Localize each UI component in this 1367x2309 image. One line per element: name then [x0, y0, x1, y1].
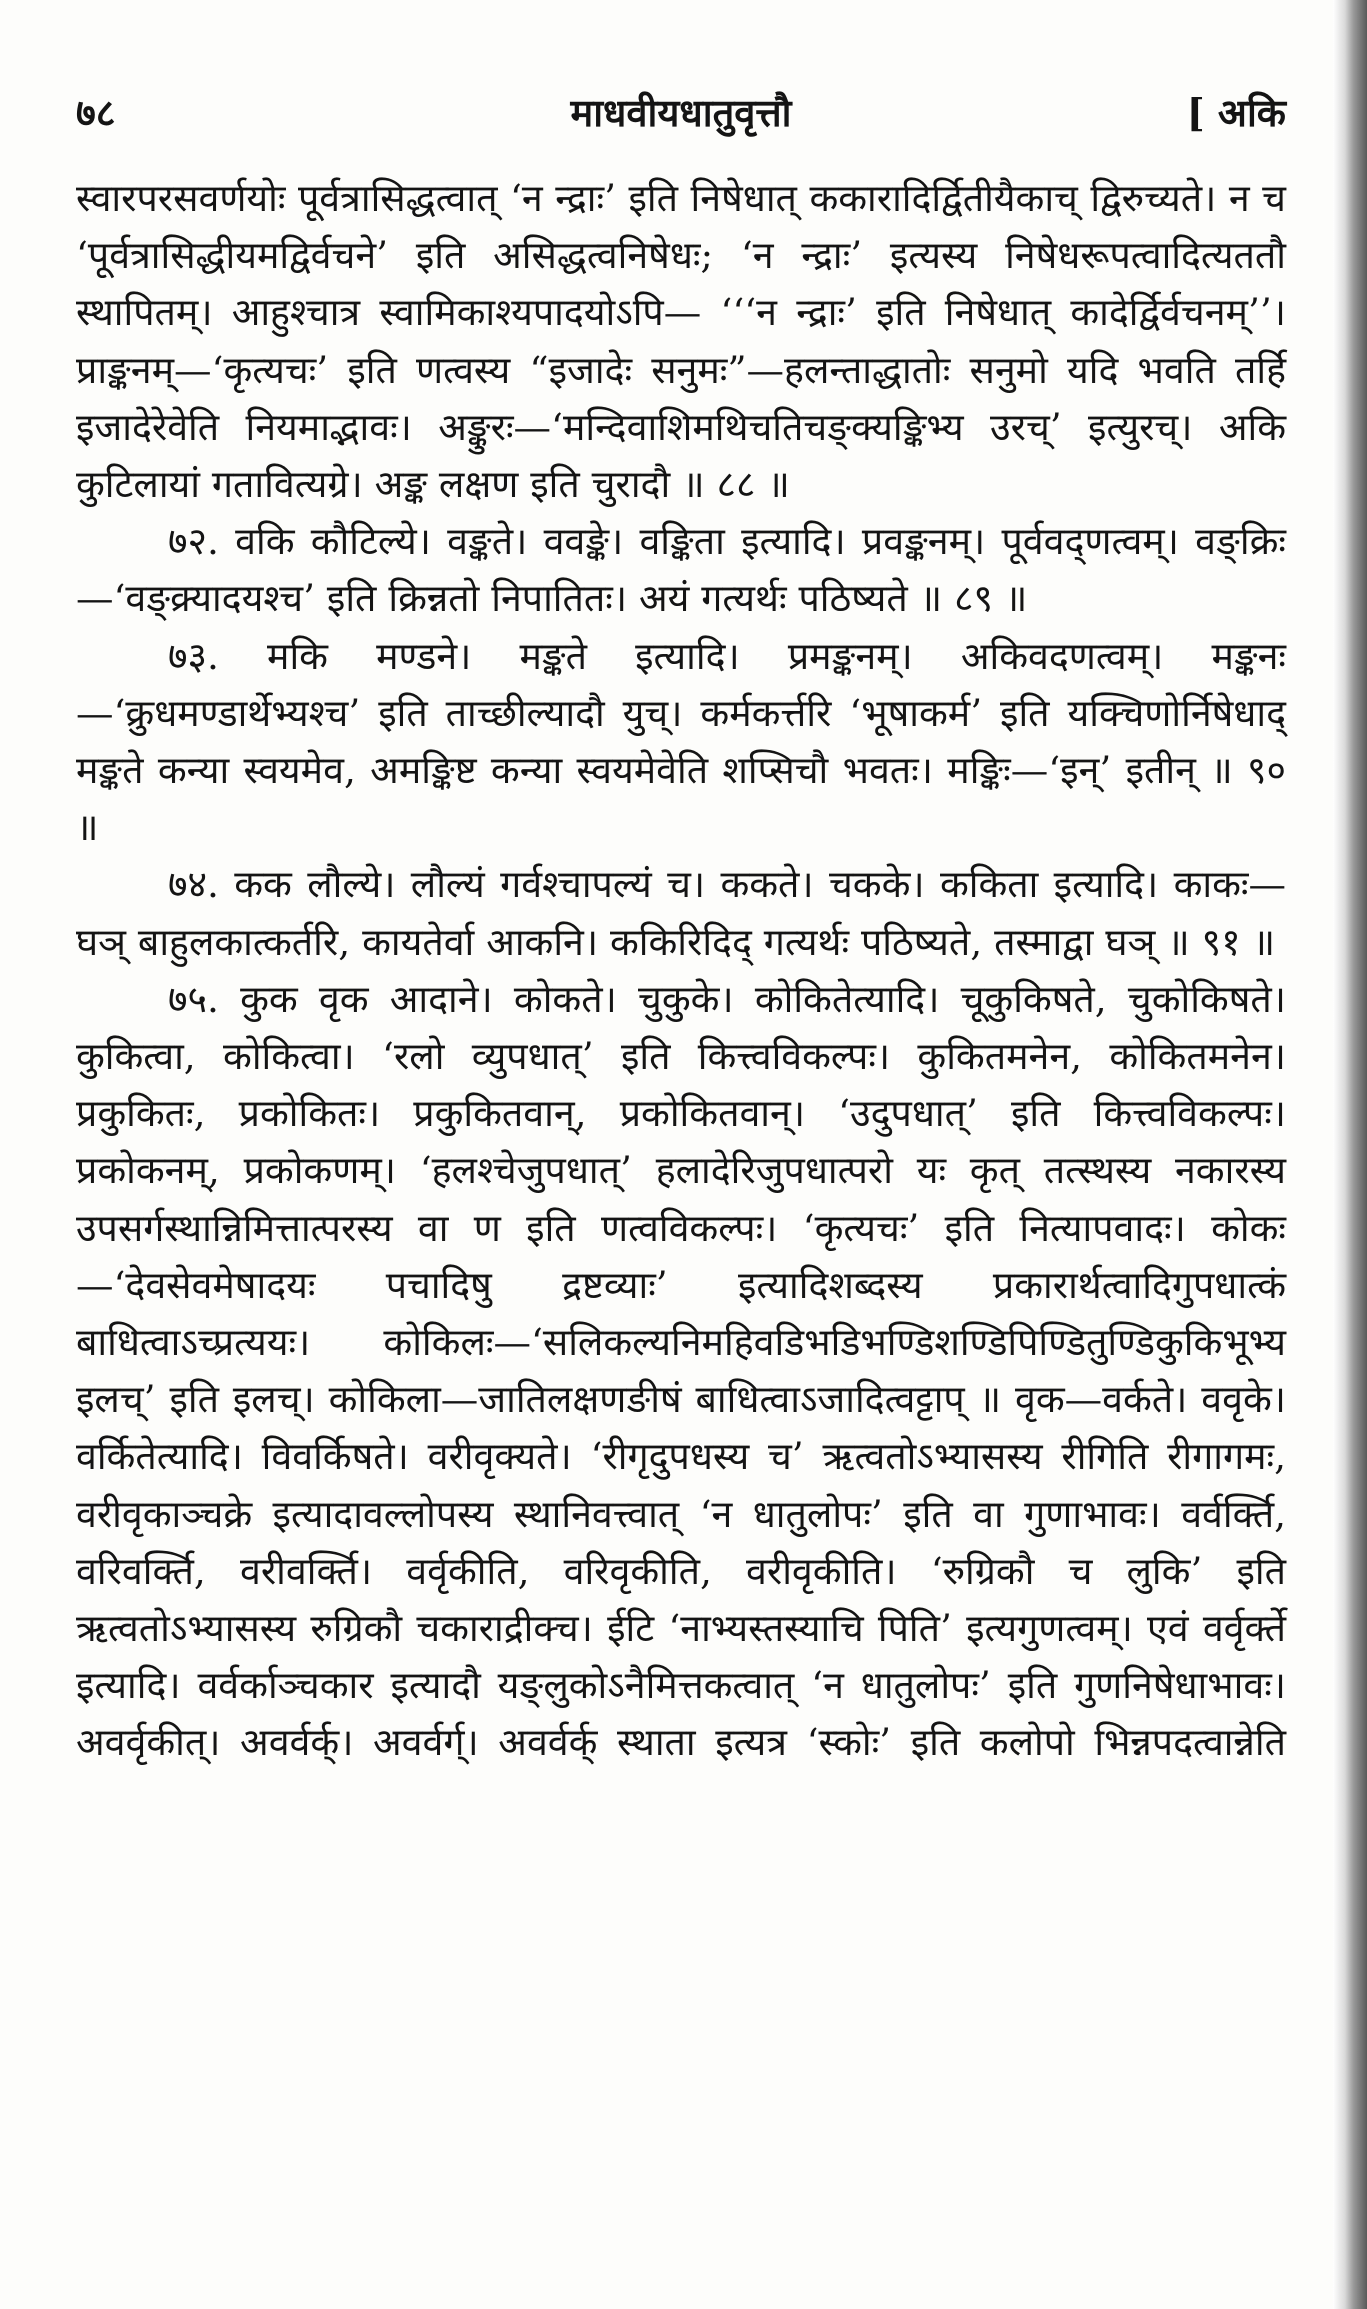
running-title: माधवीयधातुवृत्तौ	[570, 90, 792, 135]
section-marker: [ अकि	[1186, 90, 1286, 135]
paragraph-entry-72: ७२. वकि कौटिल्ये। वङ्कते। ववङ्के। वङ्किता इत्यादि। प्रवङ्कनम्। पूर्ववद्णत्वम्। वङ्क्रिः—‘वङ्क्र्यादयश्च’ इति क्रिन्नतो निपातितः। अयं गत्यर्थः पठिष्यते ॥ ८९ ॥	[76, 519, 1286, 621]
book-spine-shadow	[1333, 0, 1367, 2309]
paragraph-continuation: स्वारपरसवर्णयोः पूर्वत्रासिद्धत्वात् ‘न न्द्राः’ इति निषेधात् ककारादिर्द्वितीयैकाच् द्विरुच्यते। न च ‘पूर्वत्रासिद्धीयमद्विर्वचने’ इति असिद्धत्वनिषेधः; ‘न न्द्राः’ इत्यस्य निषेधरूपत्वादित्यततौ स्थापितम्। आहुश्चात्र स्वामिकाश्यपादयोऽपि— ‘‘‘न न्द्राः’ इति निषेधात् कादेर्द्विर्वचनम्’’। प्राङ्कनम्—‘कृत्यचः’ इति णत्वस्य “इजादेः सनुमः”—हलन्ताद्धातोः सनुमो यदि भवति तर्हि इजादेरेवेति नियमाद्भावः। अङ्कुरः—‘मन्दिवाशिमथिचतिचङ्क्यङ्किभ्य उरच्’ इत्युरच्। अकि कुटिलायां गतावित्यग्रे। अङ्क लक्षण इति चुरादौ ॥ ८८ ॥	[76, 176, 1286, 507]
body-text	[76, 170, 1286, 1772]
paragraph-entry-75: ७५. कुक वृक आदाने। कोकते। चुकुके। कोकितेत्यादि। चूकुकिषते, चुकोकिषते। कुकित्वा, कोकित्वा। ‘रलो व्युपधात्’ इति कित्त्वविकल्पः। कुकितमनेन, कोकितमनेन। प्रकुकितः, प्रकोकितः। प्रकुकितवान्, प्रकोकितवान्। ‘उदुपधात्’ इति कित्त्वविकल्पः। प्रकोकनम्, प्रकोकणम्। ‘हलश्चेजुपधात्’ हलादेरिजुपधात्परो यः कृत् तत्स्थस्य नकारस्य उपसर्गस्थान्निमित्तात्परस्य वा ण इति णत्वविकल्पः। ‘कृत्यचः’ इति नित्यापवादः। कोकः—‘देवसेवमेषादयः पचादिषु द्रष्टव्याः’ इत्यादिशब्दस्य प्रकारार्थत्वादिगुपधात्कं बाधित्वाऽच्प्रत्ययः। कोकिलः—‘सलिकल्यनिमहिवडिभडिभण्डिशण्डिपिण्डितुण्डिकुकिभूभ्य इलच्’ इति इलच्। कोकिला—जातिलक्षणङीषं बाधित्वाऽजादित्वट्टाप् ॥ वृक—वर्कते। ववृके। वर्कितेत्यादि। विवर्किषते। वरीवृक्यते। ‘रीगृदुपधस्य च’ ऋत्वतोऽभ्यासस्य रीगिति रीगागमः, वरीवृकाञ्चक्रे इत्यादावल्लोपस्य स्थानिवत्त्वात् ‘न धातुलोपः’ इति वा गुणाभावः। वर्वर्क्ति, वरिवर्क्ति, वरीवर्क्ति। वर्वृकीति, वरिवृकीति, वरीवृकीति। ‘रुग्रिकौ च लुकि’ इति ऋत्वतोऽभ्यासस्य रुग्रिकौ चकाराद्रीक्च। ईटि ‘नाभ्यस्तस्याचि पिति’ इत्यगुणत्वम्। एवं वर्वृर्क्ते इत्यादि। वर्वर्काञ्चकार इत्यादौ यङ्लुकोऽनैमित्तकत्वात् ‘न धातुलोपः’ इति गुणनिषेधाभावः। अवर्वृकीत्। अवर्वर्क्। अवर्वर्ग्। अवर्वर्क् स्थाता इत्यत्र ‘स्कोः’ इति कलोपो भिन्नपदत्वान्नेति	[76, 976, 1286, 1765]
paragraph-entry-73: ७३. मकि मण्डने। मङ्कते इत्यादि। प्रमङ्कनम्। अकिवदणत्वम्। मङ्कनः—‘क्रुधमण्डार्थेभ्यश्च’ इति ताच्छील्यादौ युच्। कर्मकर्त्तरि ‘भूषाकर्म’ इति यक्चिणोर्निषेधाद् मङ्कते कन्या स्वयमेव, अमङ्किष्ट कन्या स्वयमेवेति शप्सिचौ भवतः। मङ्किः—‘इन्’ इतीन् ॥ ९० ॥	[76, 633, 1286, 850]
page-header	[76, 86, 1286, 146]
paragraph-entry-74: ७४. कक लौल्ये। लौल्यं गर्वश्चापल्यं च। ककते। चकके। ककिता इत्यादि। काकः—घञ् बाहुलकात्कर्तरि, कायतेर्वा आकनि। ककिरिदिद् गत्यर्थः पठिष्यते, तस्माद्वा घञ् ॥ ९१ ॥	[76, 862, 1286, 964]
page-number: ७८	[76, 90, 116, 135]
